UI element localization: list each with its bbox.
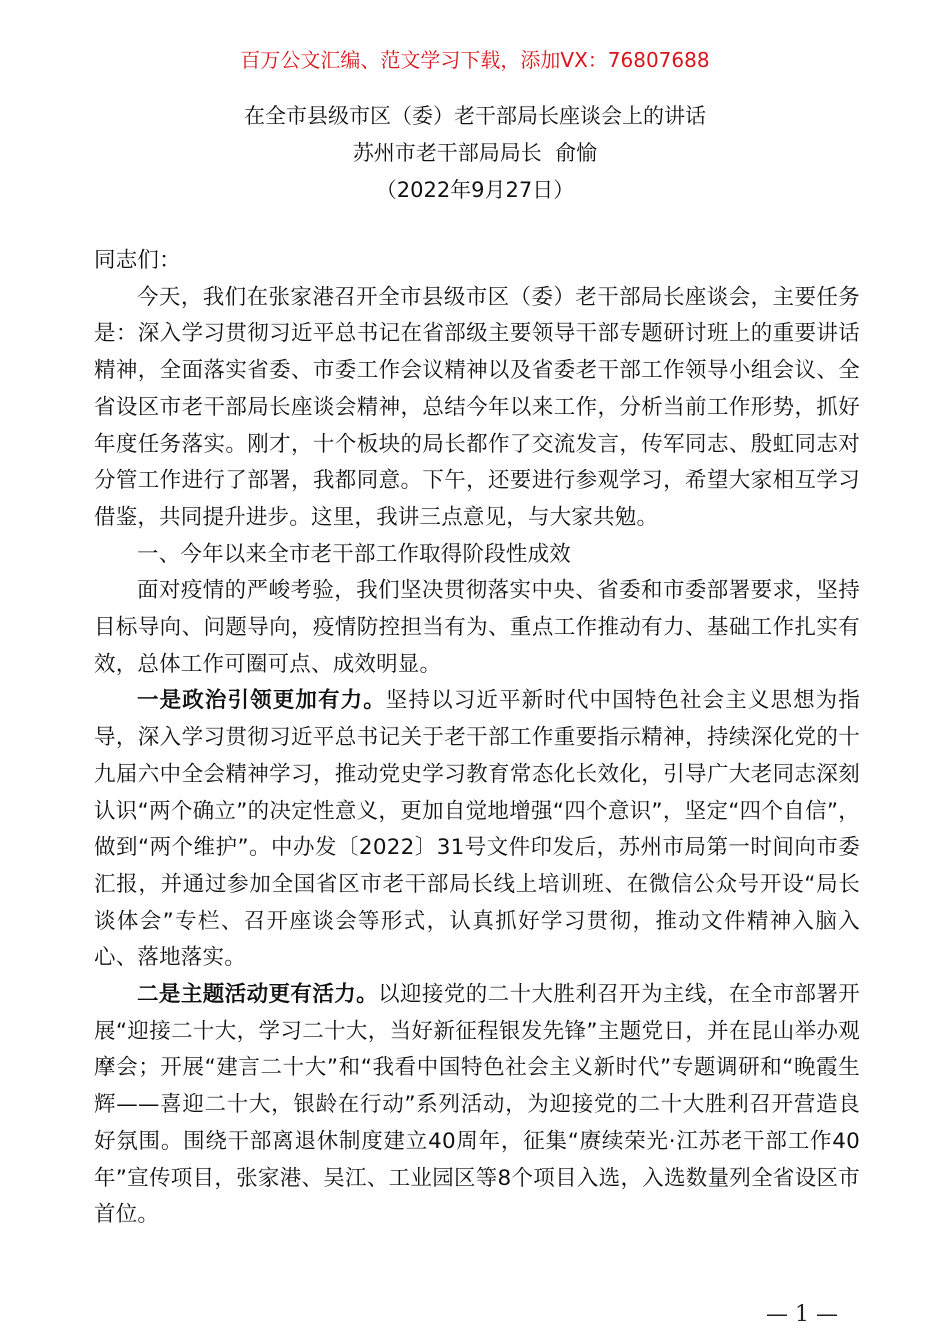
paragraph-political-guidance (94, 683, 860, 977)
speech-date: （2022年9月27日） (375, 178, 575, 202)
paragraph-body: 以迎接党的二十大胜利召开为主线，在全市部署开展“迎接二十大，学习二十大，当好新征程银发先锋”主题党日，并在昆山举办观摩会；开展“建言二十大”和“我看中国特色社会主义新时代”专题调研和“晚霞生辉——喜迎二十大，银龄在行动”系列活动，为迎接党的二十大胜利召开营造良好氛围。围绕干部离退休制度建立40周年，征集“赓续荣光·江苏老干部工作40年”宣传项目，张家港、吴江、工业园区等8个项目入选，入选数量列全省设区市首位。 (94, 982, 861, 1228)
salutation: 同志们： (94, 248, 181, 273)
paragraph-overview: 面对疫情的严峻考验，我们坚决贯彻落实中央、省委和市委部署要求，坚持目标导向、问题导向，疫情防控担当有为、重点工作推动有力、基础工作扎实有效，总体工作可圈可点、成效明显。 (94, 578, 860, 677)
speech-title: 在全市县级市区（委）老干部局长座谈会上的讲话 (244, 104, 706, 128)
header-banner: 百万公文汇编、范文学习下载，添加VX：76807688 (240, 48, 710, 72)
paragraph-intro: 今天，我们在张家港召开全市县级市区（委）老干部局长座谈会，主要任务是：深入学习贯彻习近平总书记在省部级主要领导干部专题研讨班上的重要讲话精神，全面落实省委、市委工作会议精神以及省委老干部工作领导小组会议、全省设区市老干部局长座谈会精神，总结今年以来工作，分析当前工作形势，抓好年度任务落实。刚才，十个板块的局长都作了交流发言，传军同志、殷虹同志对分管工作进行了部署，我都同意。下午，还要进行参观学习，希望大家相互学习借鉴，共同提升进步。这里，我讲三点意见，与大家共勉。 (94, 284, 860, 530)
body-text (94, 243, 860, 1234)
section-heading-1: 一、今年以来全市老干部工作取得阶段性成效 (137, 541, 572, 567)
page-number: — 1 — (766, 1302, 838, 1327)
speaker-line: 苏州市老干部局局长 俞愉 (352, 141, 598, 165)
paragraph-body: 坚持以习近平新时代中国特色社会主义思想为指导，深入学习贯彻习近平总书记关于老干部工作重要指示精神，持续深化党的十九届六中全会精神学习，推动党史学习教育常态化长效化，引导广大老同志深刻认识“两个确立”的决定性意义，更加自觉地增强“四个意识”，坚定“四个自信”，做到“两个维护”。中办发〔2022〕31号文件印发后，苏州市局第一时间向市委汇报，并通过参加全国省区市老干部局长线上培训班、在微信公众号开设“局长谈体会”专栏、召开座谈会等形式，认真抓好学习贯彻，推动文件精神入脑入心、落地落实。 (94, 688, 861, 971)
title-block (0, 98, 950, 209)
paragraph-lead: 二是主题活动更有活力。 (137, 982, 379, 1008)
paragraph-theme-activities (94, 977, 860, 1234)
paragraph-lead: 一是政治引领更加有力。 (137, 688, 386, 714)
